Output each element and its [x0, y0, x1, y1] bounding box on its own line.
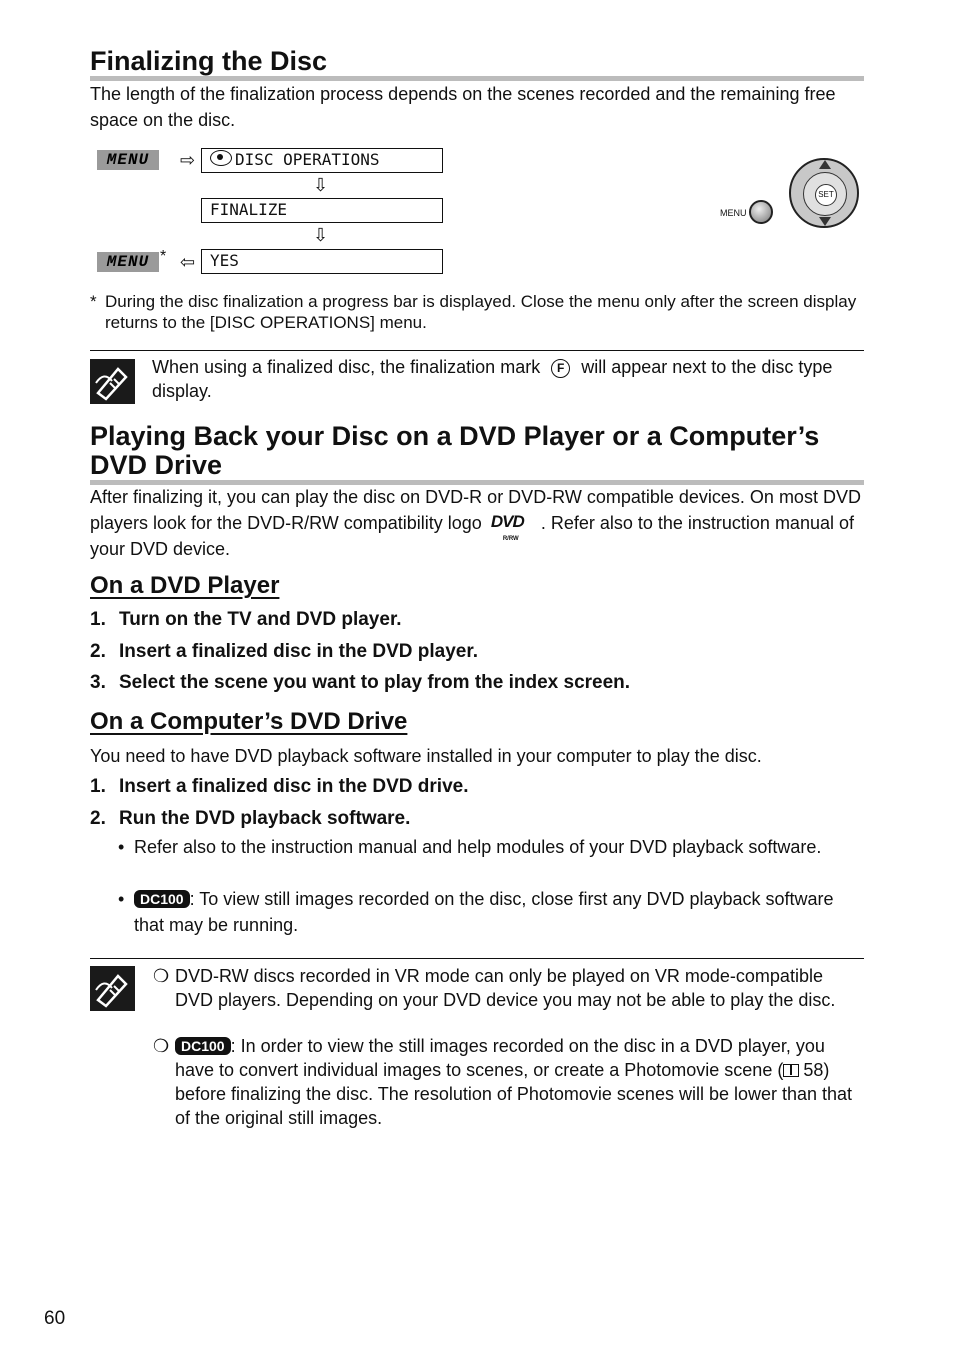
menu-item-yes: YES [201, 249, 443, 274]
note-divider [90, 350, 864, 351]
menu-button-label: MENU [97, 150, 159, 170]
menu-control-label: MENU [720, 208, 747, 218]
menu-item-disc-operations: DISC OPERATIONS [201, 148, 443, 173]
note-pencil-icon [90, 359, 135, 404]
bullet-item: Refer also to the instruction manual and help modules of your DVD playback software. [134, 837, 822, 857]
footnote-star: * [90, 292, 97, 311]
dc100-badge: DC100 [175, 1037, 231, 1055]
playback-intro: After finalizing it, you can play the disc on DVD-R or DVD-RW compatible devices. On most DVD players look for the DVD-R/RW compatibility logo DVD R/RW . Refer also to the instruction manual of your DVD device. [90, 487, 861, 559]
footnote-text: During the disc finalization a progress bar is displayed. Close the menu only after the screen display returns to the [DISC OPERATIONS] menu. [105, 292, 857, 332]
note-divider [90, 958, 864, 959]
subsection-title-dvd-player: On a DVD Player [90, 572, 280, 599]
note-vr-mode: DVD-RW discs recorded in VR mode can only be played on VR mode-compatible DVD players. Depending on your DVD device you may not be able to play the disc. [175, 966, 836, 1010]
down-arrow-icon: ⇩ [313, 225, 329, 245]
bullet-dot: • [118, 889, 125, 909]
section-title-playing-back: Playing Back your Disc on a DVD Player or a Computer’s DVD Drive [90, 422, 864, 485]
menu-item-finalize: FINALIZE [201, 198, 443, 223]
step-item: 2. Run the DVD playback software. [90, 808, 411, 829]
set-label: SET [815, 184, 837, 206]
down-arrow-icon: ⇩ [313, 175, 329, 195]
circle-bullet-icon: ❍ [153, 966, 170, 986]
step-item: 3. Select the scene you want to play from the index screen. [90, 672, 631, 693]
dvd-logo-icon: DVD R/RW [490, 512, 524, 542]
computer-intro: You need to have DVD playback software installed in your computer to play the disc. [90, 746, 762, 766]
book-reference-icon [783, 1064, 799, 1077]
page-number: 60 [44, 1308, 66, 1329]
left-arrow-icon: ⇦ [180, 252, 196, 272]
right-arrow-icon: ⇨ [180, 150, 196, 170]
note-still-images: DC100 : In order to view the still images recorded on the disc in a DVD player, you have to convert individual images to scenes, or create a Photomovie scene ( 58) before finalizing the disc. The resolution of Photomovie scenes will be lower than that of the original still images. [175, 1036, 853, 1128]
menu-button-icon [749, 200, 773, 224]
bullet-dot: • [118, 837, 125, 857]
section-title-finalizing: Finalizing the Disc [90, 47, 864, 81]
subsection-title-computer: On a Computer’s DVD Drive [90, 708, 408, 735]
menu-asterisk: * [160, 248, 167, 265]
step-item: 1. Turn on the TV and DVD player. [90, 609, 402, 630]
note-finalization-mark: When using a finalized disc, the finalization mark F will appear next to the disc type display. [152, 357, 833, 401]
disc-icon [210, 150, 232, 166]
menu-button-label: MENU [97, 252, 159, 272]
finalize-intro: The length of the finalization process depends on the scenes recorded and the remaining free space on the disc. [90, 84, 836, 130]
note-pencil-icon [90, 966, 135, 1011]
joystick-icon [789, 158, 859, 228]
step-item: 2. Insert a finalized disc in the DVD player. [90, 641, 478, 662]
circle-bullet-icon: ❍ [153, 1036, 170, 1056]
finalization-mark-icon: F [551, 359, 570, 378]
bullet-item: DC100 : To view still images recorded on the disc, close first any DVD playback software that may be running. [134, 889, 834, 935]
step-item: 1. Insert a finalized disc in the DVD drive. [90, 776, 469, 797]
dc100-badge: DC100 [134, 890, 190, 908]
